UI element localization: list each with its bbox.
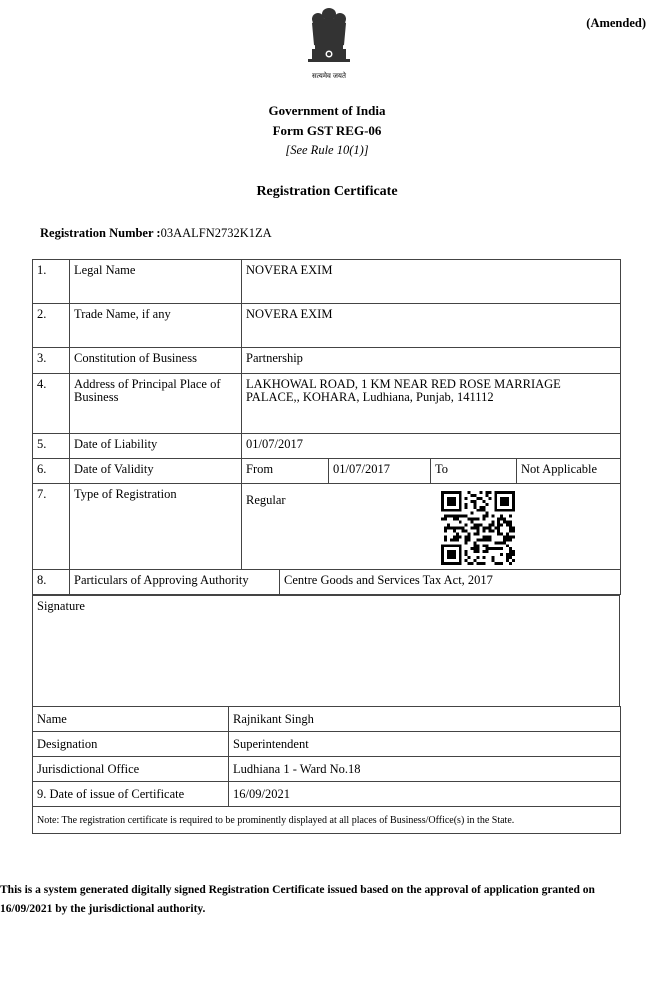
row-number: 4. — [33, 374, 70, 434]
name-label: Name — [33, 707, 229, 732]
row-label: Address of Principal Place of Business — [70, 374, 242, 434]
rule-reference: [See Rule 10(1)] — [285, 143, 369, 157]
form-heading: Form GST REG-06 — [272, 123, 382, 138]
table-row — [33, 732, 621, 757]
row-number: 8. — [33, 570, 70, 595]
qr-code-icon — [441, 491, 515, 565]
designation-label: Designation — [33, 732, 229, 757]
row-label: Particulars of Approving Authority — [70, 570, 280, 595]
table-row — [33, 374, 621, 434]
legal-name-value: NOVERA EXIM — [242, 260, 621, 304]
row-number: 3. — [33, 348, 70, 374]
designation-value: Superintendent — [229, 732, 621, 757]
office-value: Ludhiana 1 - Ward No.18 — [229, 757, 621, 782]
table-row — [33, 260, 621, 304]
amended-label: (Amended) — [586, 16, 646, 30]
table-row — [33, 782, 621, 807]
display-note: Note: The registration certificate is required to be prominently displayed at all places of Business/Office(s) in the State. — [33, 807, 621, 834]
row-number: 7. — [33, 484, 70, 570]
national-emblem-icon — [298, 5, 360, 81]
registration-number-label: Registration Number : — [40, 226, 161, 240]
table-row — [33, 434, 621, 459]
row-label: Date of Liability — [70, 434, 242, 459]
signature-block — [32, 595, 620, 707]
constitution-value: Partnership — [242, 348, 621, 374]
row-label: Constitution of Business — [70, 348, 242, 374]
issue-date-value: 16/09/2021 — [229, 782, 621, 807]
validity-to-value: Not Applicable — [517, 459, 621, 484]
footer-statement: This is a system generated digitally signed Registration Certificate issued based on the approval of application granted on 16/09/2021 by the jurisdictional authority. — [0, 884, 595, 915]
row-number: 1. — [33, 260, 70, 304]
signature-label: Signature — [33, 596, 620, 707]
table-row — [33, 348, 621, 374]
office-label: Jurisdictional Office — [33, 757, 229, 782]
registration-details-table — [32, 259, 621, 595]
table-row — [33, 459, 621, 484]
registration-type-value: Regular — [246, 493, 286, 507]
officer-details-table — [32, 706, 621, 834]
row-number: 2. — [33, 304, 70, 348]
table-row — [33, 757, 621, 782]
registration-number-value: 03AALFN2732K1ZA — [160, 226, 272, 240]
government-heading: Government of India — [268, 103, 386, 118]
table-row — [33, 570, 621, 595]
trade-name-value: NOVERA EXIM — [242, 304, 621, 348]
table-row — [33, 707, 621, 732]
table-row — [33, 304, 621, 348]
approving-authority-value: Centre Goods and Services Tax Act, 2017 — [280, 570, 621, 595]
liability-date-value: 01/07/2017 — [242, 434, 621, 459]
row-label: Type of Registration — [70, 484, 242, 570]
row-label: Trade Name, if any — [70, 304, 242, 348]
validity-from-value: 01/07/2017 — [329, 459, 431, 484]
validity-from-label: From — [242, 459, 329, 484]
name-value: Rajnikant Singh — [229, 707, 621, 732]
issue-date-label: 9. Date of issue of Certificate — [33, 782, 229, 807]
table-row — [33, 807, 621, 834]
row-number: 5. — [33, 434, 70, 459]
row-label: Legal Name — [70, 260, 242, 304]
validity-to-label: To — [431, 459, 517, 484]
table-row — [33, 484, 621, 570]
emblem-motto: सत्यमेव जयते — [312, 72, 346, 80]
registration-type-cell — [242, 484, 621, 570]
page-title: Registration Certificate — [256, 184, 398, 199]
registration-number — [40, 226, 272, 241]
row-label: Date of Validity — [70, 459, 242, 484]
address-value: LAKHOWAL ROAD, 1 KM NEAR RED ROSE MARRIAGE PALACE,, KOHARA, Ludhiana, Punjab, 141112 — [242, 374, 621, 434]
row-number: 6. — [33, 459, 70, 484]
